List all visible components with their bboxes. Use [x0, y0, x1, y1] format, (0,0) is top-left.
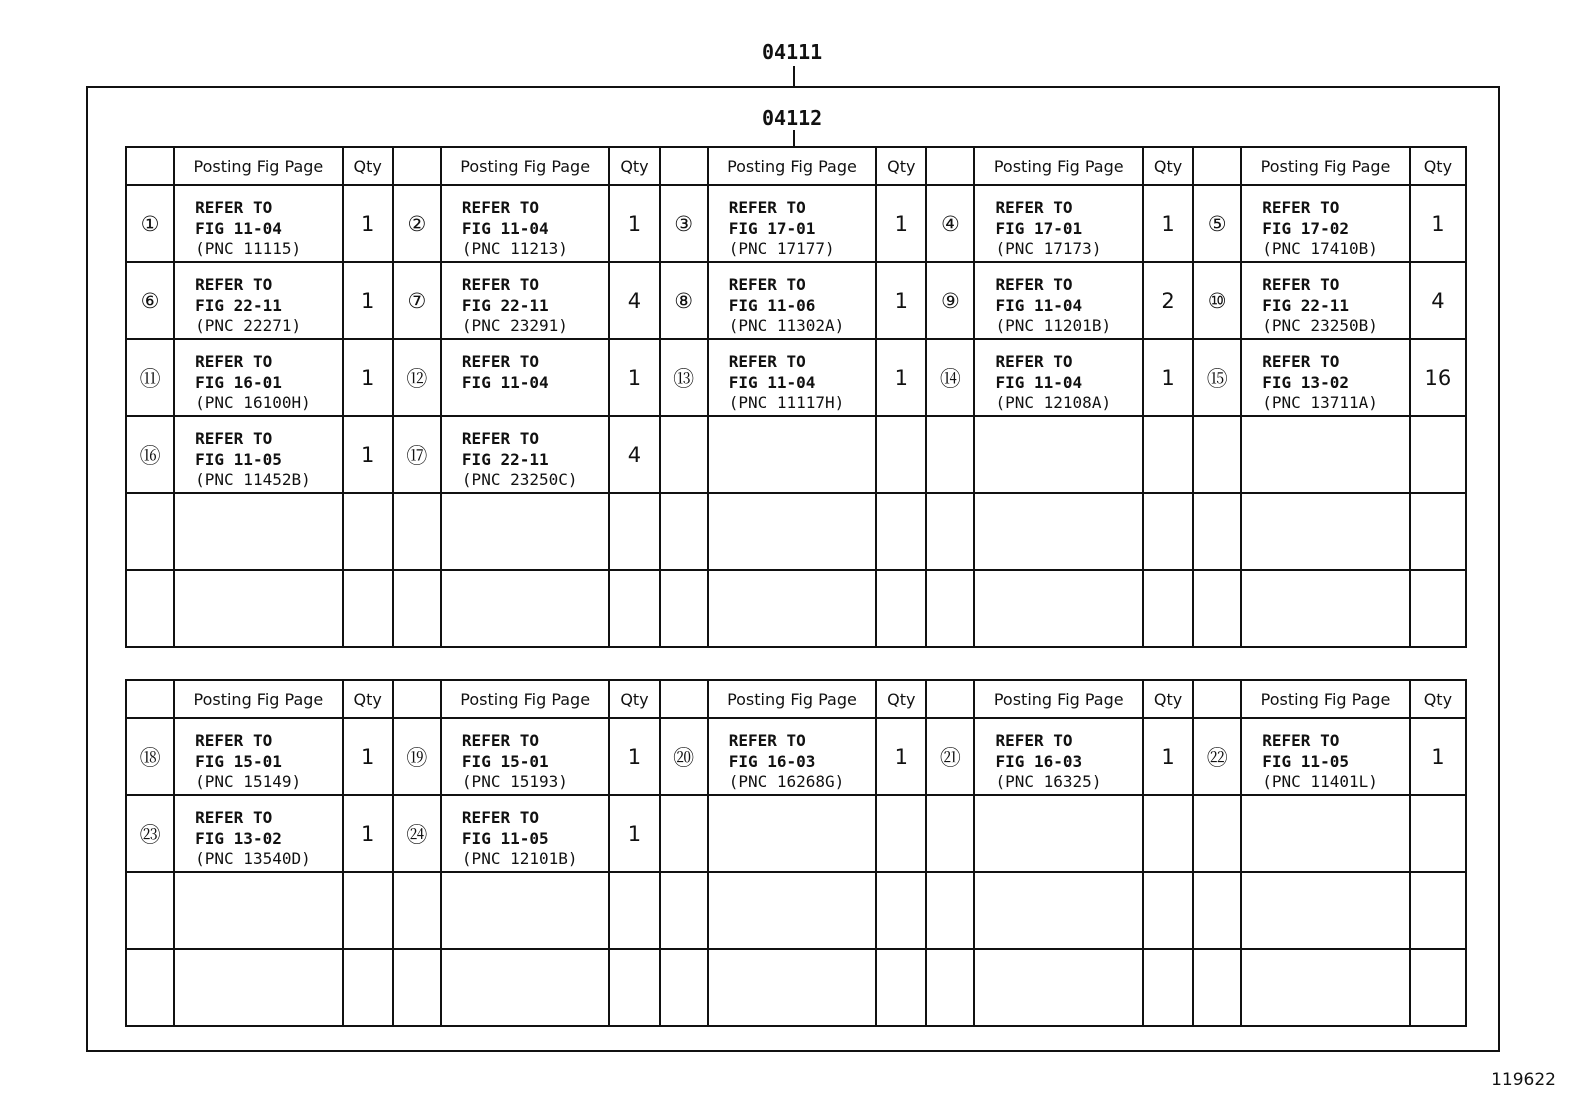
table-row — [126, 185, 1466, 262]
quantity-cell: 1 — [343, 262, 393, 339]
header-item-no — [393, 680, 441, 718]
refer-to-text: REFER TO — [995, 731, 1073, 750]
item-number-badge — [926, 949, 974, 1026]
refer-to-text: REFER TO — [195, 275, 273, 294]
refer-to-text: REFER TO — [1262, 275, 1340, 294]
header-posting-fig-page: Posting Fig Page — [708, 680, 877, 718]
refer-to-text: REFER TO — [195, 808, 273, 827]
item-number-badge: ⑯ — [126, 416, 174, 493]
fig-reference-text: FIG 17-01 — [995, 218, 1083, 238]
reference-cell — [1241, 185, 1410, 262]
header-posting-fig-page: Posting Fig Page — [441, 680, 610, 718]
pnc-text: (PNC 23250C) — [461, 470, 578, 489]
refer-to-text: REFER TO — [1262, 352, 1340, 371]
reference-cell — [174, 795, 343, 872]
fig-reference-text: FIG 13-02 — [1262, 372, 1349, 392]
reference-cell — [441, 570, 610, 647]
reference-cell — [174, 872, 343, 949]
table-row — [126, 872, 1466, 949]
header-item-no — [660, 680, 708, 718]
item-number-badge: ⑮ — [1193, 339, 1241, 416]
quantity-cell — [1410, 872, 1466, 949]
pnc-text: (PNC 23250B) — [1262, 316, 1378, 335]
item-number-badge: ⑧ — [660, 262, 708, 339]
quantity-cell — [1143, 949, 1193, 1026]
quantity-cell — [1410, 795, 1466, 872]
fig-reference-text: FIG 16-03 — [728, 751, 816, 771]
quantity-cell: 1 — [609, 718, 659, 795]
item-number-badge: ⑬ — [660, 339, 708, 416]
quantity-cell — [876, 795, 926, 872]
reference-cell — [1241, 570, 1410, 647]
fig-reference-text: FIG 15-01 — [195, 751, 282, 771]
quantity-cell: 1 — [343, 339, 393, 416]
quantity-cell: 1 — [609, 795, 659, 872]
quantity-cell: 1 — [876, 339, 926, 416]
header-item-no — [126, 680, 174, 718]
refer-to-text: REFER TO — [461, 352, 539, 371]
item-number-badge — [926, 570, 974, 647]
item-number-badge: ⑨ — [926, 262, 974, 339]
reference-cell — [974, 795, 1143, 872]
fig-reference-text: FIG 22-11 — [461, 449, 549, 469]
pnc-text: (PNC 12101B) — [461, 849, 578, 868]
fig-reference-text: FIG 11-04 — [995, 295, 1083, 315]
quantity-cell: 2 — [1143, 262, 1193, 339]
reference-cell — [974, 416, 1143, 493]
pnc-text: (PNC 16268G) — [728, 772, 845, 791]
header-qty: Qty — [876, 680, 926, 718]
fig-reference-text: FIG 17-02 — [1262, 218, 1349, 238]
item-number-badge — [926, 493, 974, 570]
fig-reference-text: FIG 13-02 — [195, 828, 282, 848]
table-row — [126, 795, 1466, 872]
pnc-text: (PNC 13540D) — [195, 849, 311, 868]
item-number-badge — [393, 872, 441, 949]
item-number-badge — [926, 872, 974, 949]
item-number-badge — [660, 416, 708, 493]
fig-reference-text: FIG 22-11 — [461, 295, 549, 315]
reference-cell — [441, 718, 610, 795]
header-posting-fig-page: Posting Fig Page — [708, 147, 877, 185]
reference-cell — [174, 185, 343, 262]
pnc-text: (PNC 16325) — [995, 772, 1102, 791]
refer-to-text: REFER TO — [195, 429, 273, 448]
pnc-text: (PNC 17177) — [728, 239, 835, 258]
header-item-no — [1193, 680, 1241, 718]
table-row — [126, 262, 1466, 339]
reference-cell — [974, 949, 1143, 1026]
reference-cell — [708, 339, 877, 416]
table-row — [126, 718, 1466, 795]
quantity-cell — [1410, 493, 1466, 570]
reference-cell — [174, 949, 343, 1026]
reference-cell — [708, 493, 877, 570]
fig-reference-text: FIG 15-01 — [461, 751, 549, 771]
quantity-cell: 1 — [343, 416, 393, 493]
item-number-badge — [393, 493, 441, 570]
pnc-text: (PNC 15193) — [461, 772, 568, 791]
header-posting-fig-page: Posting Fig Page — [174, 680, 343, 718]
outer-label-leader — [793, 66, 795, 86]
refer-to-text: REFER TO — [461, 731, 539, 750]
refer-to-text: REFER TO — [1262, 731, 1340, 750]
item-number-badge: ⑤ — [1193, 185, 1241, 262]
reference-cell — [974, 872, 1143, 949]
reference-cell — [1241, 416, 1410, 493]
quantity-cell: 1 — [1143, 339, 1193, 416]
item-number-badge — [660, 795, 708, 872]
item-number-badge: ⑭ — [926, 339, 974, 416]
quantity-cell — [1410, 416, 1466, 493]
item-number-badge — [1193, 416, 1241, 493]
refer-to-text: REFER TO — [461, 275, 539, 294]
fig-reference-text: FIG 11-04 — [461, 372, 549, 392]
quantity-cell — [1410, 949, 1466, 1026]
header-row — [126, 680, 1466, 718]
reference-cell — [1241, 718, 1410, 795]
quantity-cell — [1410, 570, 1466, 647]
quantity-cell — [343, 570, 393, 647]
quantity-cell — [609, 872, 659, 949]
table-row — [126, 570, 1466, 647]
quantity-cell — [1143, 416, 1193, 493]
refer-to-text: REFER TO — [728, 275, 806, 294]
header-posting-fig-page: Posting Fig Page — [174, 147, 343, 185]
item-number-badge: ⑦ — [393, 262, 441, 339]
reference-cell — [1241, 795, 1410, 872]
quantity-cell: 1 — [1410, 185, 1466, 262]
reference-cell — [974, 570, 1143, 647]
inner-label-leader — [793, 130, 795, 146]
quantity-cell — [876, 493, 926, 570]
pnc-text: (PNC 15149) — [195, 772, 302, 791]
item-number-badge: ⑰ — [393, 416, 441, 493]
header-item-no — [660, 147, 708, 185]
pnc-text: (PNC 17410B) — [1262, 239, 1378, 258]
item-number-badge: ③ — [660, 185, 708, 262]
pnc-text: (PNC 16100H) — [195, 393, 311, 412]
item-number-badge — [126, 493, 174, 570]
reference-cell — [174, 718, 343, 795]
item-number-badge — [126, 872, 174, 949]
reference-cell — [708, 795, 877, 872]
pnc-text: (PNC 11201B) — [995, 316, 1112, 335]
pnc-text: (PNC 12108A) — [995, 393, 1112, 412]
reference-cell — [174, 493, 343, 570]
header-qty: Qty — [609, 147, 659, 185]
quantity-cell: 16 — [1410, 339, 1466, 416]
refer-to-text: REFER TO — [728, 198, 806, 217]
item-number-badge: ㉓ — [126, 795, 174, 872]
header-item-no — [393, 147, 441, 185]
refer-to-text: REFER TO — [728, 352, 806, 371]
item-number-badge: ④ — [926, 185, 974, 262]
quantity-cell — [609, 570, 659, 647]
figure-number: 119622 — [1491, 1070, 1556, 1090]
item-number-badge: ① — [126, 185, 174, 262]
reference-cell — [708, 416, 877, 493]
item-number-badge — [1193, 872, 1241, 949]
reference-cell — [441, 185, 610, 262]
inner-assembly-label: 04112 — [762, 106, 823, 130]
table-row — [126, 949, 1466, 1026]
refer-to-text: REFER TO — [995, 198, 1073, 217]
item-number-badge: ⑫ — [393, 339, 441, 416]
item-number-badge — [660, 949, 708, 1026]
quantity-cell: 1 — [609, 185, 659, 262]
item-number-badge: ㉑ — [926, 718, 974, 795]
reference-cell — [441, 949, 610, 1026]
item-number-badge: ⑳ — [660, 718, 708, 795]
quantity-cell — [343, 949, 393, 1026]
fig-reference-text: FIG 11-04 — [995, 372, 1083, 392]
fig-reference-text: FIG 11-05 — [195, 449, 282, 469]
item-number-badge: ㉔ — [393, 795, 441, 872]
reference-cell — [974, 339, 1143, 416]
pnc-text: (PNC 17173) — [995, 239, 1102, 258]
refer-to-text: REFER TO — [461, 198, 539, 217]
header-qty: Qty — [1410, 680, 1466, 718]
quantity-cell — [876, 872, 926, 949]
quantity-cell: 1 — [1143, 718, 1193, 795]
reference-cell — [174, 262, 343, 339]
reference-cell — [441, 795, 610, 872]
header-item-no — [1193, 147, 1241, 185]
quantity-cell: 4 — [609, 262, 659, 339]
pnc-text: (PNC 11117H) — [728, 393, 845, 412]
reference-cell — [1241, 493, 1410, 570]
fig-reference-text: FIG 22-11 — [1262, 295, 1349, 315]
reference-cell — [1241, 339, 1410, 416]
header-item-no — [926, 147, 974, 185]
header-posting-fig-page: Posting Fig Page — [441, 147, 610, 185]
quantity-cell — [876, 949, 926, 1026]
item-number-badge — [1193, 493, 1241, 570]
quantity-cell: 1 — [1410, 718, 1466, 795]
fig-reference-text: FIG 16-01 — [195, 372, 282, 392]
item-number-badge — [660, 570, 708, 647]
header-item-no — [126, 147, 174, 185]
refer-to-text: REFER TO — [461, 808, 539, 827]
item-number-badge — [660, 493, 708, 570]
fig-reference-text: FIG 11-05 — [461, 828, 549, 848]
quantity-cell: 1 — [1143, 185, 1193, 262]
reference-cell — [974, 185, 1143, 262]
item-number-badge: ⑩ — [1193, 262, 1241, 339]
header-item-no — [926, 680, 974, 718]
item-number-badge: ⑲ — [393, 718, 441, 795]
refer-to-text: REFER TO — [995, 352, 1073, 371]
pnc-text: (PNC 11302A) — [728, 316, 845, 335]
outer-assembly-label: 04111 — [762, 40, 823, 64]
refer-to-text: REFER TO — [1262, 198, 1340, 217]
reference-cell — [174, 570, 343, 647]
reference-cell — [441, 416, 610, 493]
item-number-badge: ② — [393, 185, 441, 262]
header-qty: Qty — [343, 147, 393, 185]
pnc-text: (PNC 22271) — [195, 316, 302, 335]
quantity-cell: 1 — [609, 339, 659, 416]
quantity-cell: 4 — [1410, 262, 1466, 339]
reference-cell — [441, 493, 610, 570]
item-number-badge — [393, 949, 441, 1026]
header-qty: Qty — [1143, 147, 1193, 185]
reference-cell — [708, 262, 877, 339]
reference-cell — [174, 416, 343, 493]
fig-reference-text: FIG 16-03 — [995, 751, 1083, 771]
refer-to-text: REFER TO — [195, 352, 273, 371]
quantity-cell — [1143, 570, 1193, 647]
fig-reference-text: FIG 11-04 — [461, 218, 549, 238]
item-number-badge — [393, 570, 441, 647]
header-posting-fig-page: Posting Fig Page — [974, 680, 1143, 718]
header-qty: Qty — [1143, 680, 1193, 718]
reference-cell — [708, 949, 877, 1026]
item-number-badge — [926, 795, 974, 872]
fig-reference-text: FIG 22-11 — [195, 295, 282, 315]
header-qty: Qty — [1410, 147, 1466, 185]
reference-cell — [1241, 872, 1410, 949]
item-number-badge — [126, 570, 174, 647]
reference-cell — [708, 718, 877, 795]
header-qty: Qty — [876, 147, 926, 185]
quantity-cell — [1143, 795, 1193, 872]
reference-cell — [441, 872, 610, 949]
item-number-badge — [126, 949, 174, 1026]
item-number-badge: ⑱ — [126, 718, 174, 795]
quantity-cell: 1 — [876, 185, 926, 262]
item-number-badge: ㉒ — [1193, 718, 1241, 795]
reference-cell — [974, 493, 1143, 570]
parts-reference-table-2 — [125, 679, 1467, 1027]
quantity-cell: 1 — [876, 262, 926, 339]
quantity-cell — [609, 493, 659, 570]
header-posting-fig-page: Posting Fig Page — [974, 147, 1143, 185]
refer-to-text: REFER TO — [195, 731, 273, 750]
quantity-cell: 1 — [343, 795, 393, 872]
reference-cell — [441, 339, 610, 416]
parts-reference-table-1 — [125, 146, 1467, 648]
pnc-text: (PNC 11213) — [461, 239, 568, 258]
quantity-cell — [1143, 493, 1193, 570]
item-number-badge — [1193, 570, 1241, 647]
pnc-text: (PNC 23291) — [461, 316, 568, 335]
reference-cell — [708, 185, 877, 262]
quantity-cell — [343, 872, 393, 949]
refer-to-text: REFER TO — [461, 429, 539, 448]
quantity-cell — [1143, 872, 1193, 949]
fig-reference-text: FIG 11-06 — [728, 295, 816, 315]
pnc-text: (PNC 13711A) — [1262, 393, 1378, 412]
item-number-badge — [660, 872, 708, 949]
item-number-badge — [1193, 949, 1241, 1026]
fig-reference-text: FIG 17-01 — [728, 218, 816, 238]
reference-cell — [974, 718, 1143, 795]
reference-cell — [1241, 949, 1410, 1026]
pnc-text: (PNC 11115) — [195, 239, 302, 258]
quantity-cell — [343, 493, 393, 570]
refer-to-text: REFER TO — [195, 198, 273, 217]
reference-cell — [974, 262, 1143, 339]
quantity-cell: 1 — [343, 718, 393, 795]
quantity-cell: 1 — [343, 185, 393, 262]
header-row — [126, 147, 1466, 185]
table-row — [126, 416, 1466, 493]
quantity-cell: 4 — [609, 416, 659, 493]
reference-cell — [708, 570, 877, 647]
reference-cell — [441, 262, 610, 339]
fig-reference-text: FIG 11-04 — [195, 218, 282, 238]
table-row — [126, 493, 1466, 570]
table-row — [126, 339, 1466, 416]
quantity-cell: 1 — [876, 718, 926, 795]
header-posting-fig-page: Posting Fig Page — [1241, 680, 1410, 718]
header-qty: Qty — [609, 680, 659, 718]
item-number-badge: ⑥ — [126, 262, 174, 339]
pnc-text: (PNC 11452B) — [195, 470, 311, 489]
reference-cell — [708, 872, 877, 949]
header-posting-fig-page: Posting Fig Page — [1241, 147, 1410, 185]
quantity-cell — [876, 570, 926, 647]
fig-reference-text: FIG 11-05 — [1262, 751, 1349, 771]
header-qty: Qty — [343, 680, 393, 718]
refer-to-text: REFER TO — [728, 731, 806, 750]
reference-cell — [1241, 262, 1410, 339]
item-number-badge — [1193, 795, 1241, 872]
item-number-badge: ⑪ — [126, 339, 174, 416]
quantity-cell — [876, 416, 926, 493]
quantity-cell — [609, 949, 659, 1026]
fig-reference-text: FIG 11-04 — [728, 372, 816, 392]
item-number-badge — [926, 416, 974, 493]
refer-to-text: REFER TO — [995, 275, 1073, 294]
reference-cell — [174, 339, 343, 416]
pnc-text: (PNC 11401L) — [1262, 772, 1378, 791]
